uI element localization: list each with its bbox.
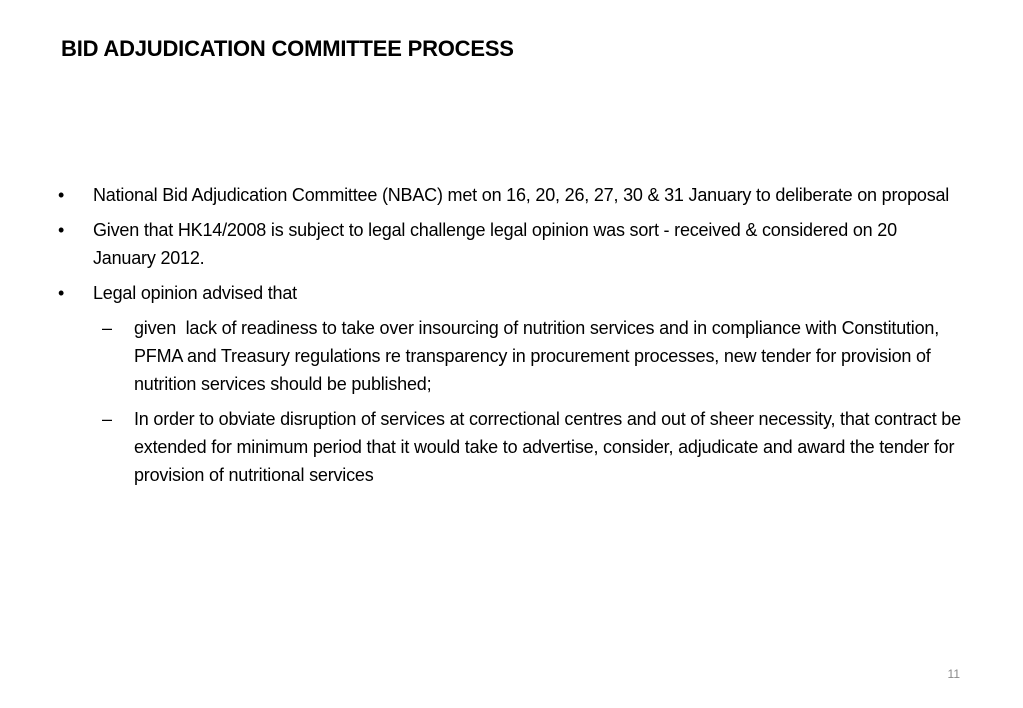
page-number: 11 — [947, 667, 960, 681]
bullet-item — [58, 216, 963, 272]
slide-body — [58, 181, 966, 496]
bullet-text: Given that HK14/2008 is subject to legal challenge legal opinion was sort - received & considered on 20 January 2012. — [93, 220, 902, 268]
sub-bullet-item — [58, 314, 963, 398]
dash-marker: – — [102, 409, 112, 429]
bullet-item — [58, 279, 963, 307]
slide-title: BID ADJUDICATION COMMITTEE PROCESS — [61, 36, 514, 61]
bullet-text: Legal opinion advised that — [93, 283, 297, 303]
sub-bullet-text: given lack of readiness to take over insourcing of nutrition services and in compliance with Constitution, PFMA and Treasury regulations re transparency in procurement processes, new tender for provision of nutrition services should be published; — [134, 318, 944, 394]
bullet-marker: • — [58, 283, 65, 303]
bullet-item — [58, 181, 963, 209]
bullet-marker: • — [58, 220, 65, 240]
dash-marker: – — [102, 318, 112, 338]
bullet-text: National Bid Adjudication Committee (NBAC) met on 16, 20, 26, 27, 30 & 31 January to deliberate on proposal — [93, 185, 950, 205]
bullet-list — [58, 181, 966, 489]
bullet-marker: • — [58, 185, 65, 205]
sub-bullet-text: In order to obviate disruption of services at correctional centres and out of sheer necessity, that contract be extended for minimum period that it would take to advertise, consider, adjudicate and award the tender for provision of nutritional services — [134, 409, 966, 485]
sub-bullet-item — [58, 405, 966, 489]
